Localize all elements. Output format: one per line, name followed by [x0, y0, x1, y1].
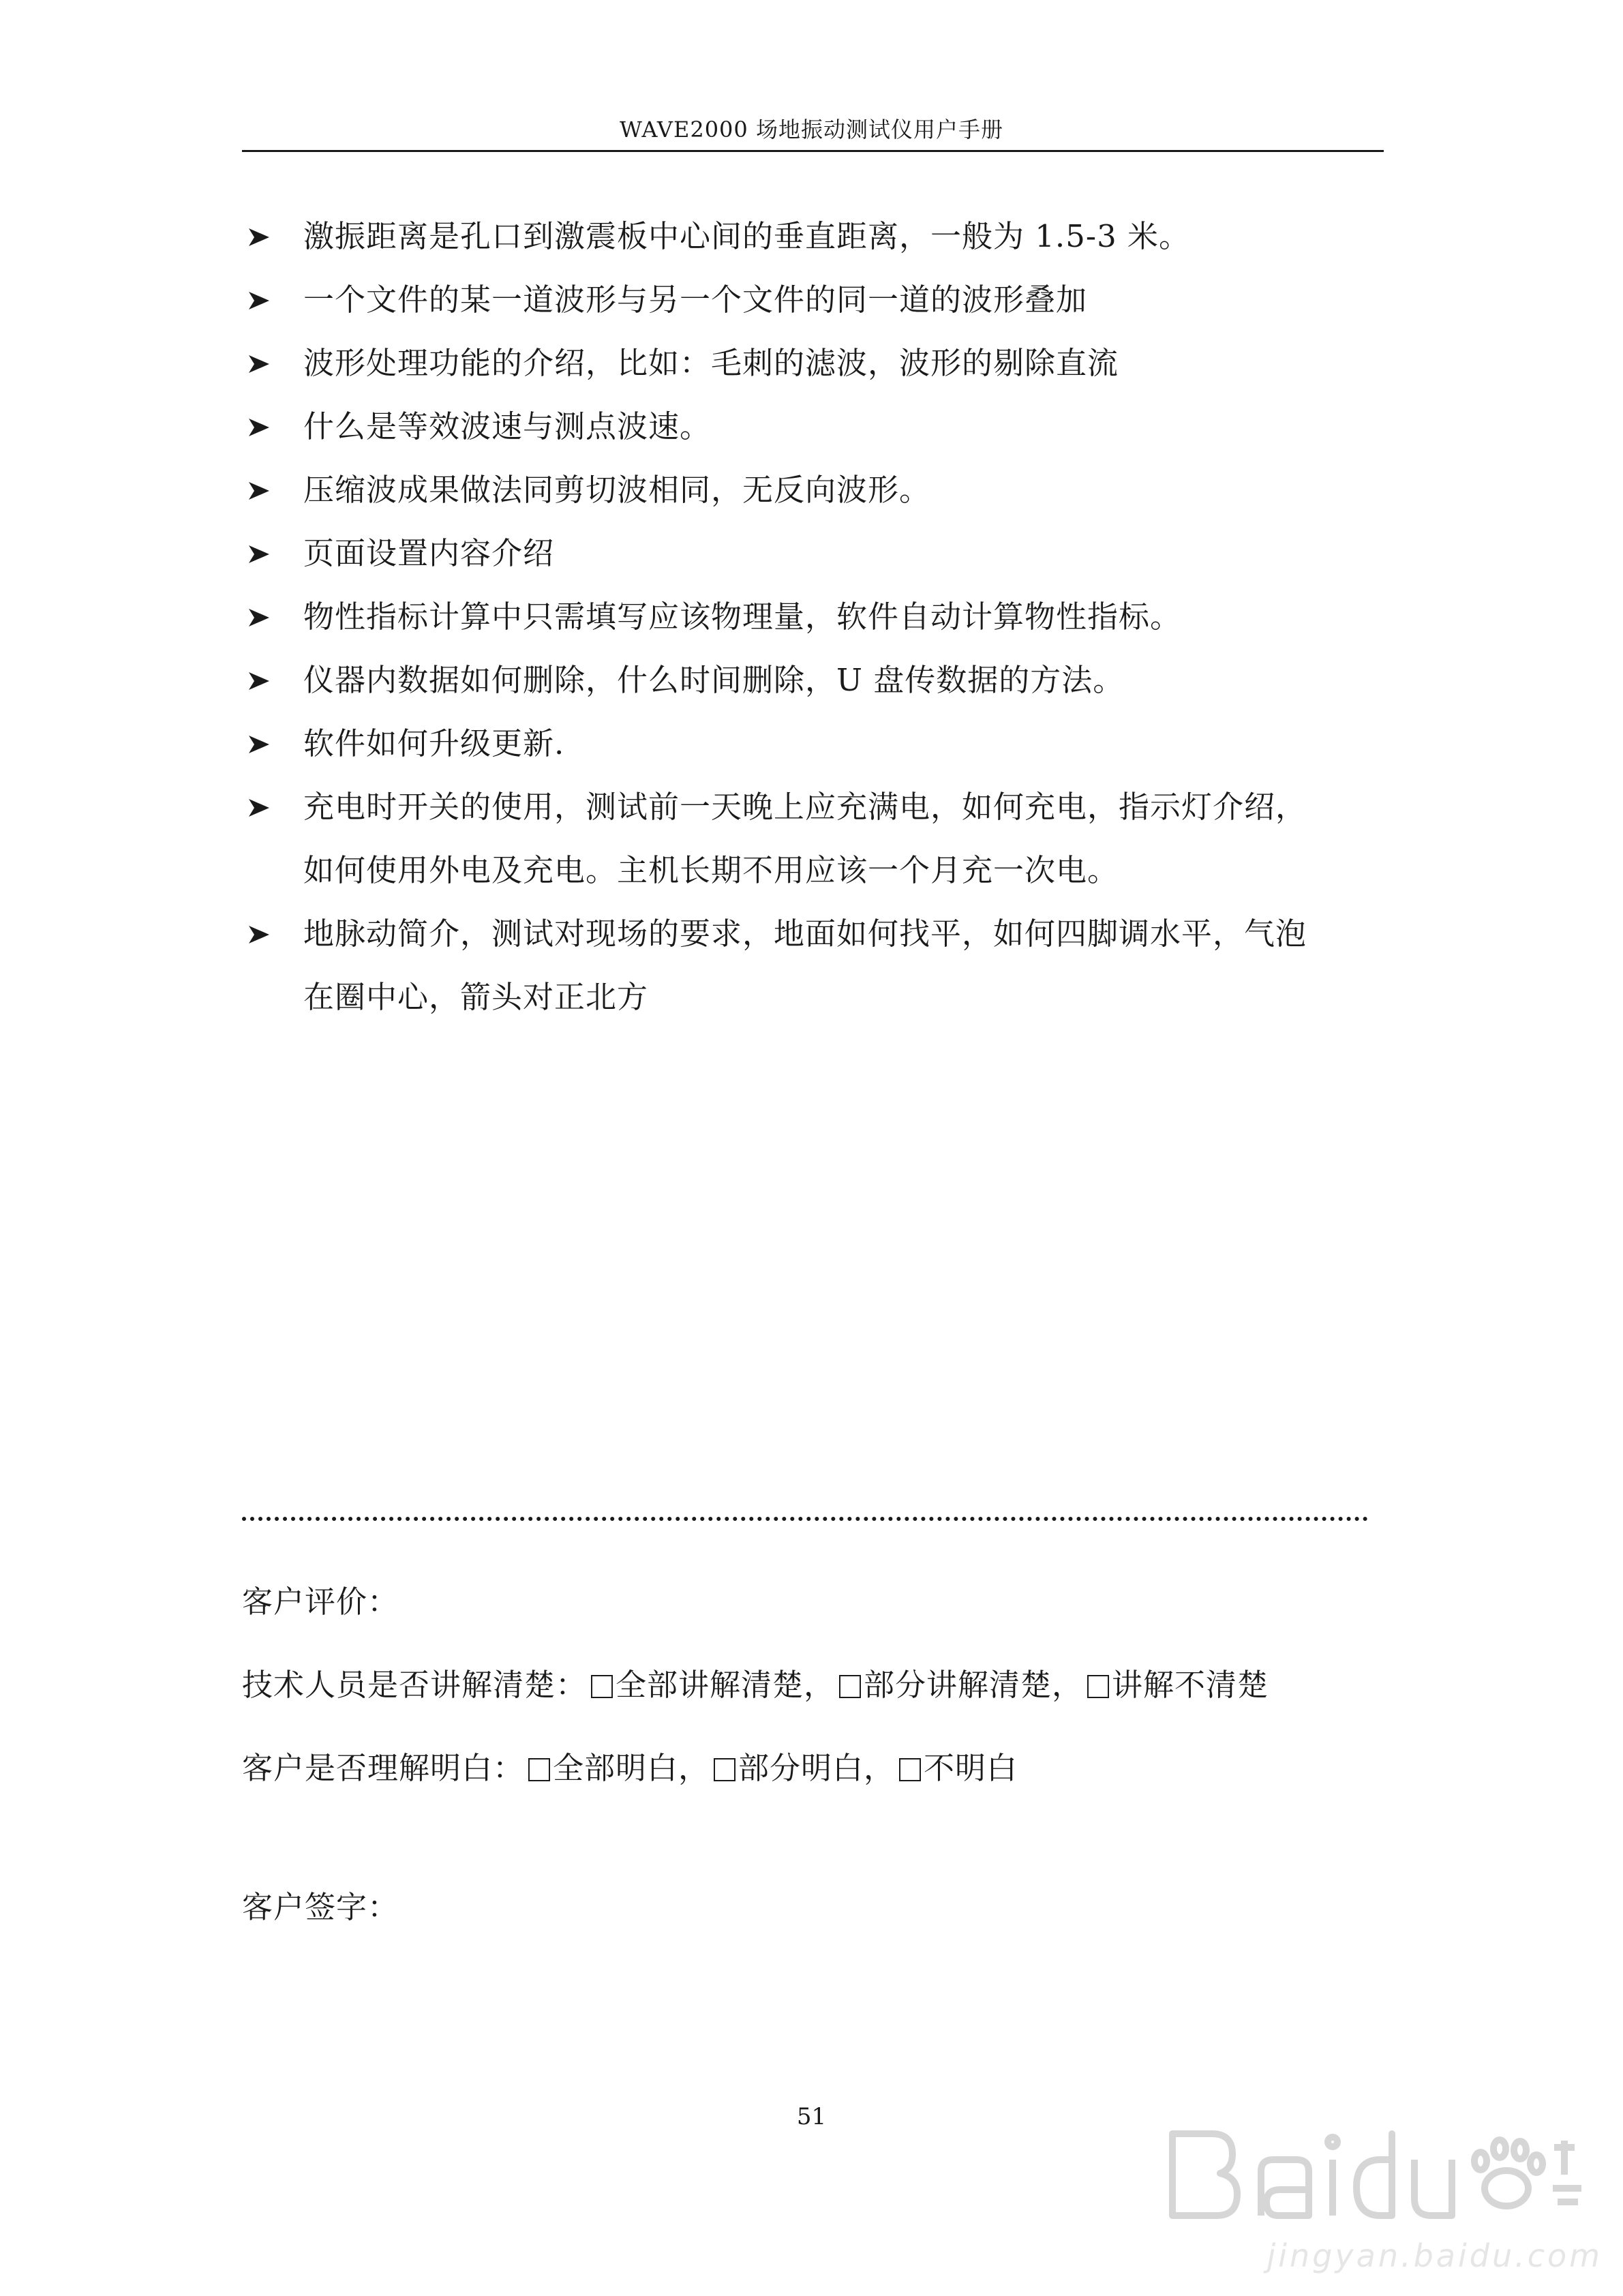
- list-item-text: 波形处理功能的介绍，比如：毛刺的滤波，波形的剔除直流: [303, 345, 1119, 381]
- explanation-question-label: 技术人员是否讲解清楚：: [242, 1667, 588, 1703]
- arrow-bullet-icon: [247, 522, 275, 585]
- list-item-text: 如何使用外电及充电。主机长期不用应该一个月充一次电。: [303, 852, 1119, 888]
- checkbox-fully-understood[interactable]: [528, 1758, 550, 1781]
- list-item: [242, 775, 1387, 839]
- page-header-title: WAVE2000 场地振动测试仪用户手册: [620, 117, 1003, 142]
- list-item-text: 页面设置内容介绍: [303, 535, 555, 571]
- list-item-continuation: [242, 965, 1387, 1029]
- arrow-bullet-icon: [247, 585, 275, 648]
- explanation-question: [242, 1665, 1401, 1706]
- list-item: [242, 648, 1387, 712]
- list-item-text: 地脉动简介，测试对现场的要求，地面如何找平，如何四脚调水平，气泡: [303, 916, 1307, 952]
- list-item-text: 激振距离是孔口到激震板中心间的垂直距离，一般为 1.5-3 米。: [303, 218, 1191, 254]
- list-item: [242, 902, 1387, 965]
- watermark-url: jingyan.baidu.com: [1266, 2237, 1603, 2274]
- list-item-text: 仪器内数据如何删除，什么时间删除，U 盘传数据的方法。: [303, 662, 1125, 698]
- list-item: [242, 331, 1387, 395]
- list-item-text: 什么是等效波速与测点波速。: [303, 408, 712, 444]
- list-item: [242, 522, 1387, 585]
- arrow-bullet-icon: [247, 712, 275, 775]
- option-fully-explained: 全部讲解清楚，: [616, 1667, 836, 1703]
- option-fully-understood: 全部明白，: [553, 1750, 710, 1786]
- list-item-text: 压缩波成果做法同剪切波相同，无反向波形。: [303, 472, 931, 508]
- checkbox-not-explained[interactable]: [1087, 1675, 1109, 1698]
- checkbox-fully-explained[interactable]: [591, 1675, 613, 1698]
- list-item: [242, 712, 1387, 775]
- checkbox-partially-understood[interactable]: [714, 1758, 735, 1781]
- list-item-text: 在圈中心，箭头对正北方: [303, 979, 649, 1015]
- checkbox-partially-explained[interactable]: [839, 1675, 861, 1698]
- dotted-separator: [242, 1517, 1368, 1521]
- list-item-text: 物性指标计算中只需填写应该物理量，软件自动计算物性指标。: [303, 599, 1182, 635]
- signature-label: 客户签字：: [242, 1889, 399, 1925]
- bullet-list: [242, 205, 1387, 1029]
- list-item: [242, 458, 1387, 522]
- checkbox-not-understood[interactable]: [899, 1758, 921, 1781]
- header-rule: [242, 150, 1384, 152]
- understanding-question: [242, 1748, 1401, 1789]
- option-not-explained: 讲解不清楚: [1112, 1667, 1269, 1703]
- arrow-bullet-icon: [247, 458, 275, 522]
- understanding-question-label: 客户是否理解明白：: [242, 1750, 525, 1786]
- arrow-bullet-icon: [247, 775, 275, 839]
- arrow-bullet-icon: [247, 331, 275, 395]
- option-not-understood: 不明白: [924, 1750, 1018, 1786]
- list-item-text: 一个文件的某一道波形与另一个文件的同一道的波形叠加: [303, 282, 1088, 318]
- list-item-continuation: [242, 839, 1387, 902]
- list-item-text: 充电时开关的使用，测试前一天晚上应充满电，如何充电，指示灯介绍，: [303, 789, 1307, 825]
- customer-evaluation: [242, 1582, 1401, 1789]
- arrow-bullet-icon: [247, 268, 275, 331]
- arrow-bullet-icon: [247, 648, 275, 712]
- arrow-bullet-icon: [247, 395, 275, 458]
- list-item: [242, 395, 1387, 458]
- list-item: [242, 585, 1387, 648]
- page-number: 51: [796, 2103, 827, 2130]
- arrow-bullet-icon: [247, 902, 275, 965]
- option-partially-explained: 部分讲解清楚，: [864, 1667, 1084, 1703]
- arrow-bullet-icon: [247, 205, 275, 268]
- list-item: [242, 268, 1387, 331]
- evaluation-title: 客户评价：: [242, 1584, 399, 1620]
- list-item: [242, 205, 1387, 268]
- option-partially-understood: 部分明白，: [738, 1750, 896, 1786]
- list-item-text: 软件如何升级更新.: [303, 725, 565, 761]
